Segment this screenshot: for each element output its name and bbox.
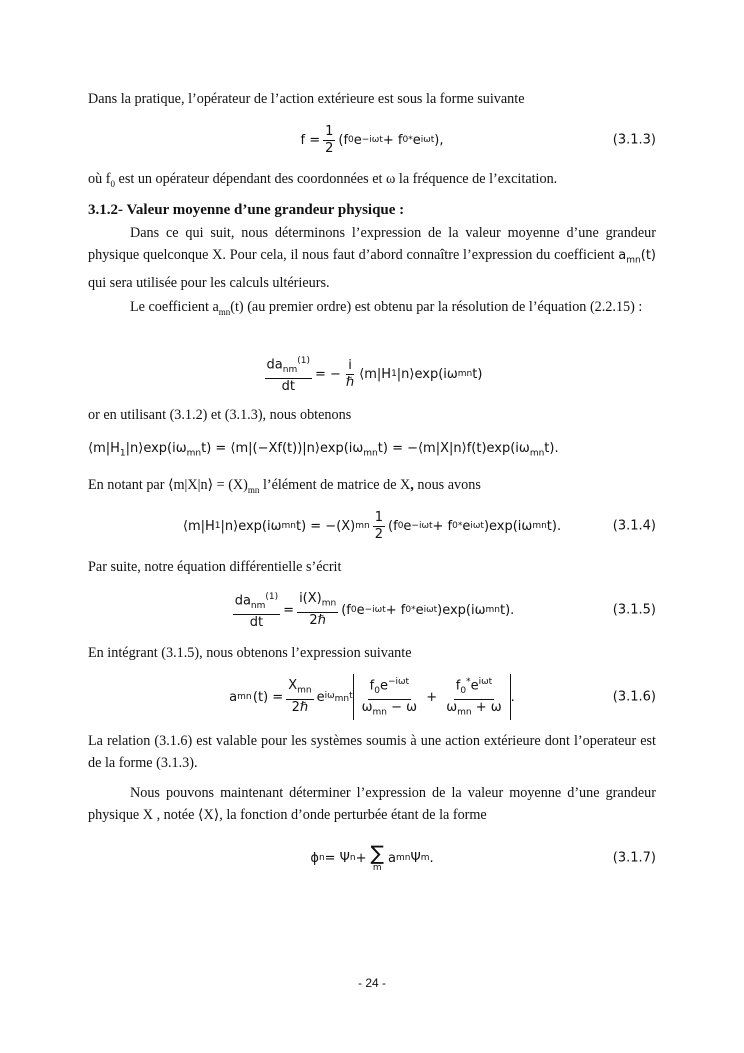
equation-3-1-6: a mn (t) = $\frac{X_{mn}}{\text{2ℏ}}$ e $i\omega_{mn}t$ $\frac{f_0e^{-i\omega t}}{\omega_{mn} - \omega}$ + $\frac{f_0^*e^{i\omega t}}{\omega_{mn} + \omega}$ . (3.1.6) xyxy=(88,674,656,720)
matrix-element-equation: $⟨m|H_1|n⟩\exp(i\omega_{mn}t)$ = $⟨m|(-Xf(t))|n⟩\exp(i\omega_{mn}t)$ = $-⟨m|X|n⟩f(t)\exp(i\omega_{mn}t)$. xyxy=(88,441,559,459)
mean-value-paragraph: Nous pouvons maintenant déterminer l’expression de la valeur moyenne d’une grandeur physique X , notée ⟨X⟩, la fonction d’onde perturbée étant de la forme xyxy=(88,785,656,823)
integration-text: En intégrant (3.1.5), nous obtenons l’expression suivante xyxy=(88,645,412,661)
bracket-group: $\frac{f_0e^{-i\omega t}}{\omega_{mn} - \omega}$ + $\frac{f_0^*e^{i\omega t}}{\omega_{mn} + \omega}$ xyxy=(353,674,511,721)
equation-number: (3.1.3) xyxy=(612,132,656,148)
equation-number: (3.1.7) xyxy=(612,850,656,866)
page-number: - 24 - xyxy=(357,976,386,990)
intro-text: Dans la pratique, l’opérateur de l’action extérieure est sous la forme suivante xyxy=(88,91,525,107)
section-heading: 3.1.2- Valeur moyenne d’une grandeur physique : xyxy=(88,202,405,218)
coefficient-paragraph: Le coefficient $a_{mn}(t)$ (au premier ordre) est obtenu par la résolution de l’équation (2.2.15) : xyxy=(130,299,643,317)
validity-paragraph: La relation (3.1.6) est valable pour les systèmes soumis à une action extérieure dont l’operateur est de la forme (3.1.3). xyxy=(88,733,656,771)
definition-text: où $f_0$ est un opérateur dépendant des coordonnées et ω la fréquence de l’excitation. xyxy=(88,171,558,189)
equation-3-1-4: ⟨m|H 1 |n⟩exp(iω mn t) = −(X) mn $\frac{1}{2}$ (f 0 e −iωt + f 0 * e iωt )exp(iω mn t). (3.1.4) xyxy=(182,509,656,542)
equation-3-1-5: $\frac{da_{nm}^{(1)}}{dt}$ = $\frac{i(X)_{mn}}{\text{2ℏ}}$ (f 0 e −iωt + f 0 * e iωt )exp(iω mn t). (3.1.5) xyxy=(88,590,656,630)
using-text: or en utilisant (3.1.2) et (3.1.3), nous obtenons xyxy=(88,407,352,423)
half-fraction: $\frac{1}{2}$ xyxy=(325,123,334,156)
differential-text: Par suite, notre équation différentielle s’écrit xyxy=(88,559,342,575)
equation-number: (3.1.4) xyxy=(612,518,656,534)
section-paragraph: Dans ce qui suit, nous déterminons l’expression de la valeur moyenne d’une grandeur physique quelconque X. Pour cela, il nous faut d’abord connaître l’expression du coefficient $a_{mn}(t)$ qui sera utilisée pour les calculs ultérieurs. xyxy=(88,225,656,291)
equation-3-1-7: ϕ n = Ψ n + ∑ m a mn Ψ m . (3.1.7) xyxy=(310,841,656,873)
differential-equation: $\frac{da_{nm}^{(1)}}{dt}$ = − $\frac{i}{\text{ℏ}}$ ⟨m|H 1 |n⟩exp(iω mn t) xyxy=(88,354,656,394)
equation-number: (3.1.6) xyxy=(612,689,656,705)
equation-3-1-3: f = $\frac{1}{2}$ (f 0 e −iωt + f 0 * e iωt ), (3.1.3) xyxy=(300,123,656,156)
notation-text: En notant par ⟨m|X|n⟩ = $(X)_{mn}$ l’élément de matrice de X, nous avons xyxy=(88,477,481,495)
sum-symbol: ∑ m xyxy=(370,841,385,873)
equation-number: (3.1.5) xyxy=(612,602,656,618)
